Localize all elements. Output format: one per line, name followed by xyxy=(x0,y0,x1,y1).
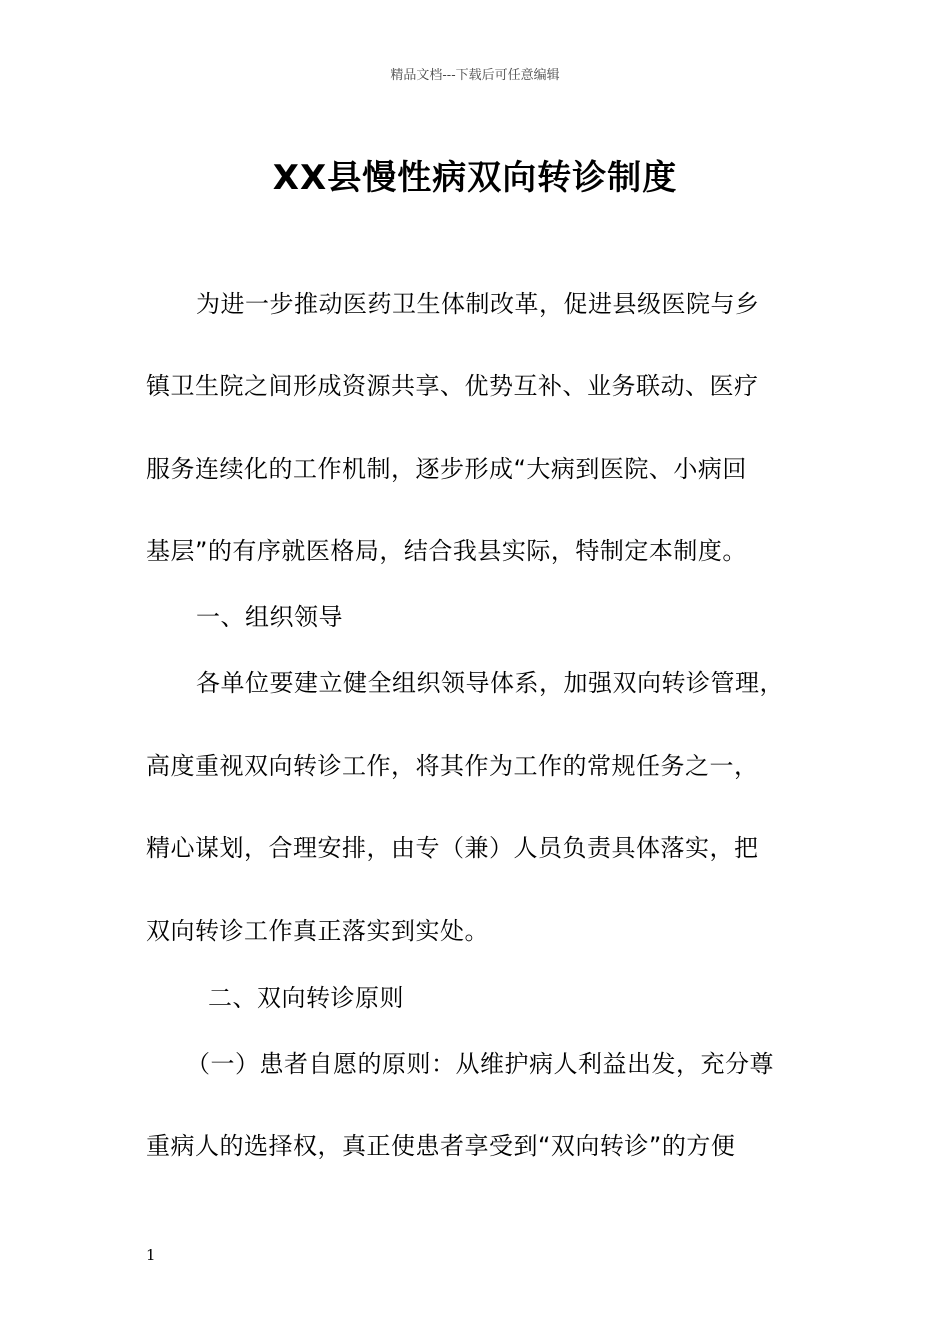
page-header: 精品文档---下载后可任意编辑 xyxy=(390,68,560,83)
section-heading-2: 二、双向转诊原则 xyxy=(208,984,404,1012)
paragraph-line-10: 重病人的选择权，真正使患者享受到“双向转诊”的方便 xyxy=(146,1132,736,1160)
paragraph-line-7: 精心谋划，合理安排，由专（兼）人员负责具体落实，把 xyxy=(146,834,759,862)
paragraph-line-8: 双向转诊工作真正落实到实处。 xyxy=(146,917,489,945)
section-heading-1: 一、组织领导 xyxy=(196,603,343,631)
document-title: XX县慢性病双向转诊制度 xyxy=(272,158,678,198)
paragraph-line-9: （一）患者自愿的原则：从维护病人利益出发，充分尊 xyxy=(186,1050,774,1078)
paragraph-line-4: 基层”的有序就医格局，结合我县实际，特制定本制度。 xyxy=(146,537,747,565)
paragraph-line-2: 镇卫生院之间形成资源共享、优势互补、业务联动、医疗 xyxy=(146,372,759,400)
paragraph-line-3: 服务连续化的工作机制，逐步形成“大病到医院、小病回 xyxy=(146,455,747,483)
page-number: 1 xyxy=(146,1246,156,1264)
paragraph-line-1: 为进一步推动医药卫生体制改革，促进县级医院与乡 xyxy=(196,290,760,318)
paragraph-line-5: 各单位要建立健全组织领导体系，加强双向转诊管理， xyxy=(196,669,784,697)
paragraph-line-6: 高度重视双向转诊工作，将其作为工作的常规任务之一， xyxy=(146,752,759,780)
